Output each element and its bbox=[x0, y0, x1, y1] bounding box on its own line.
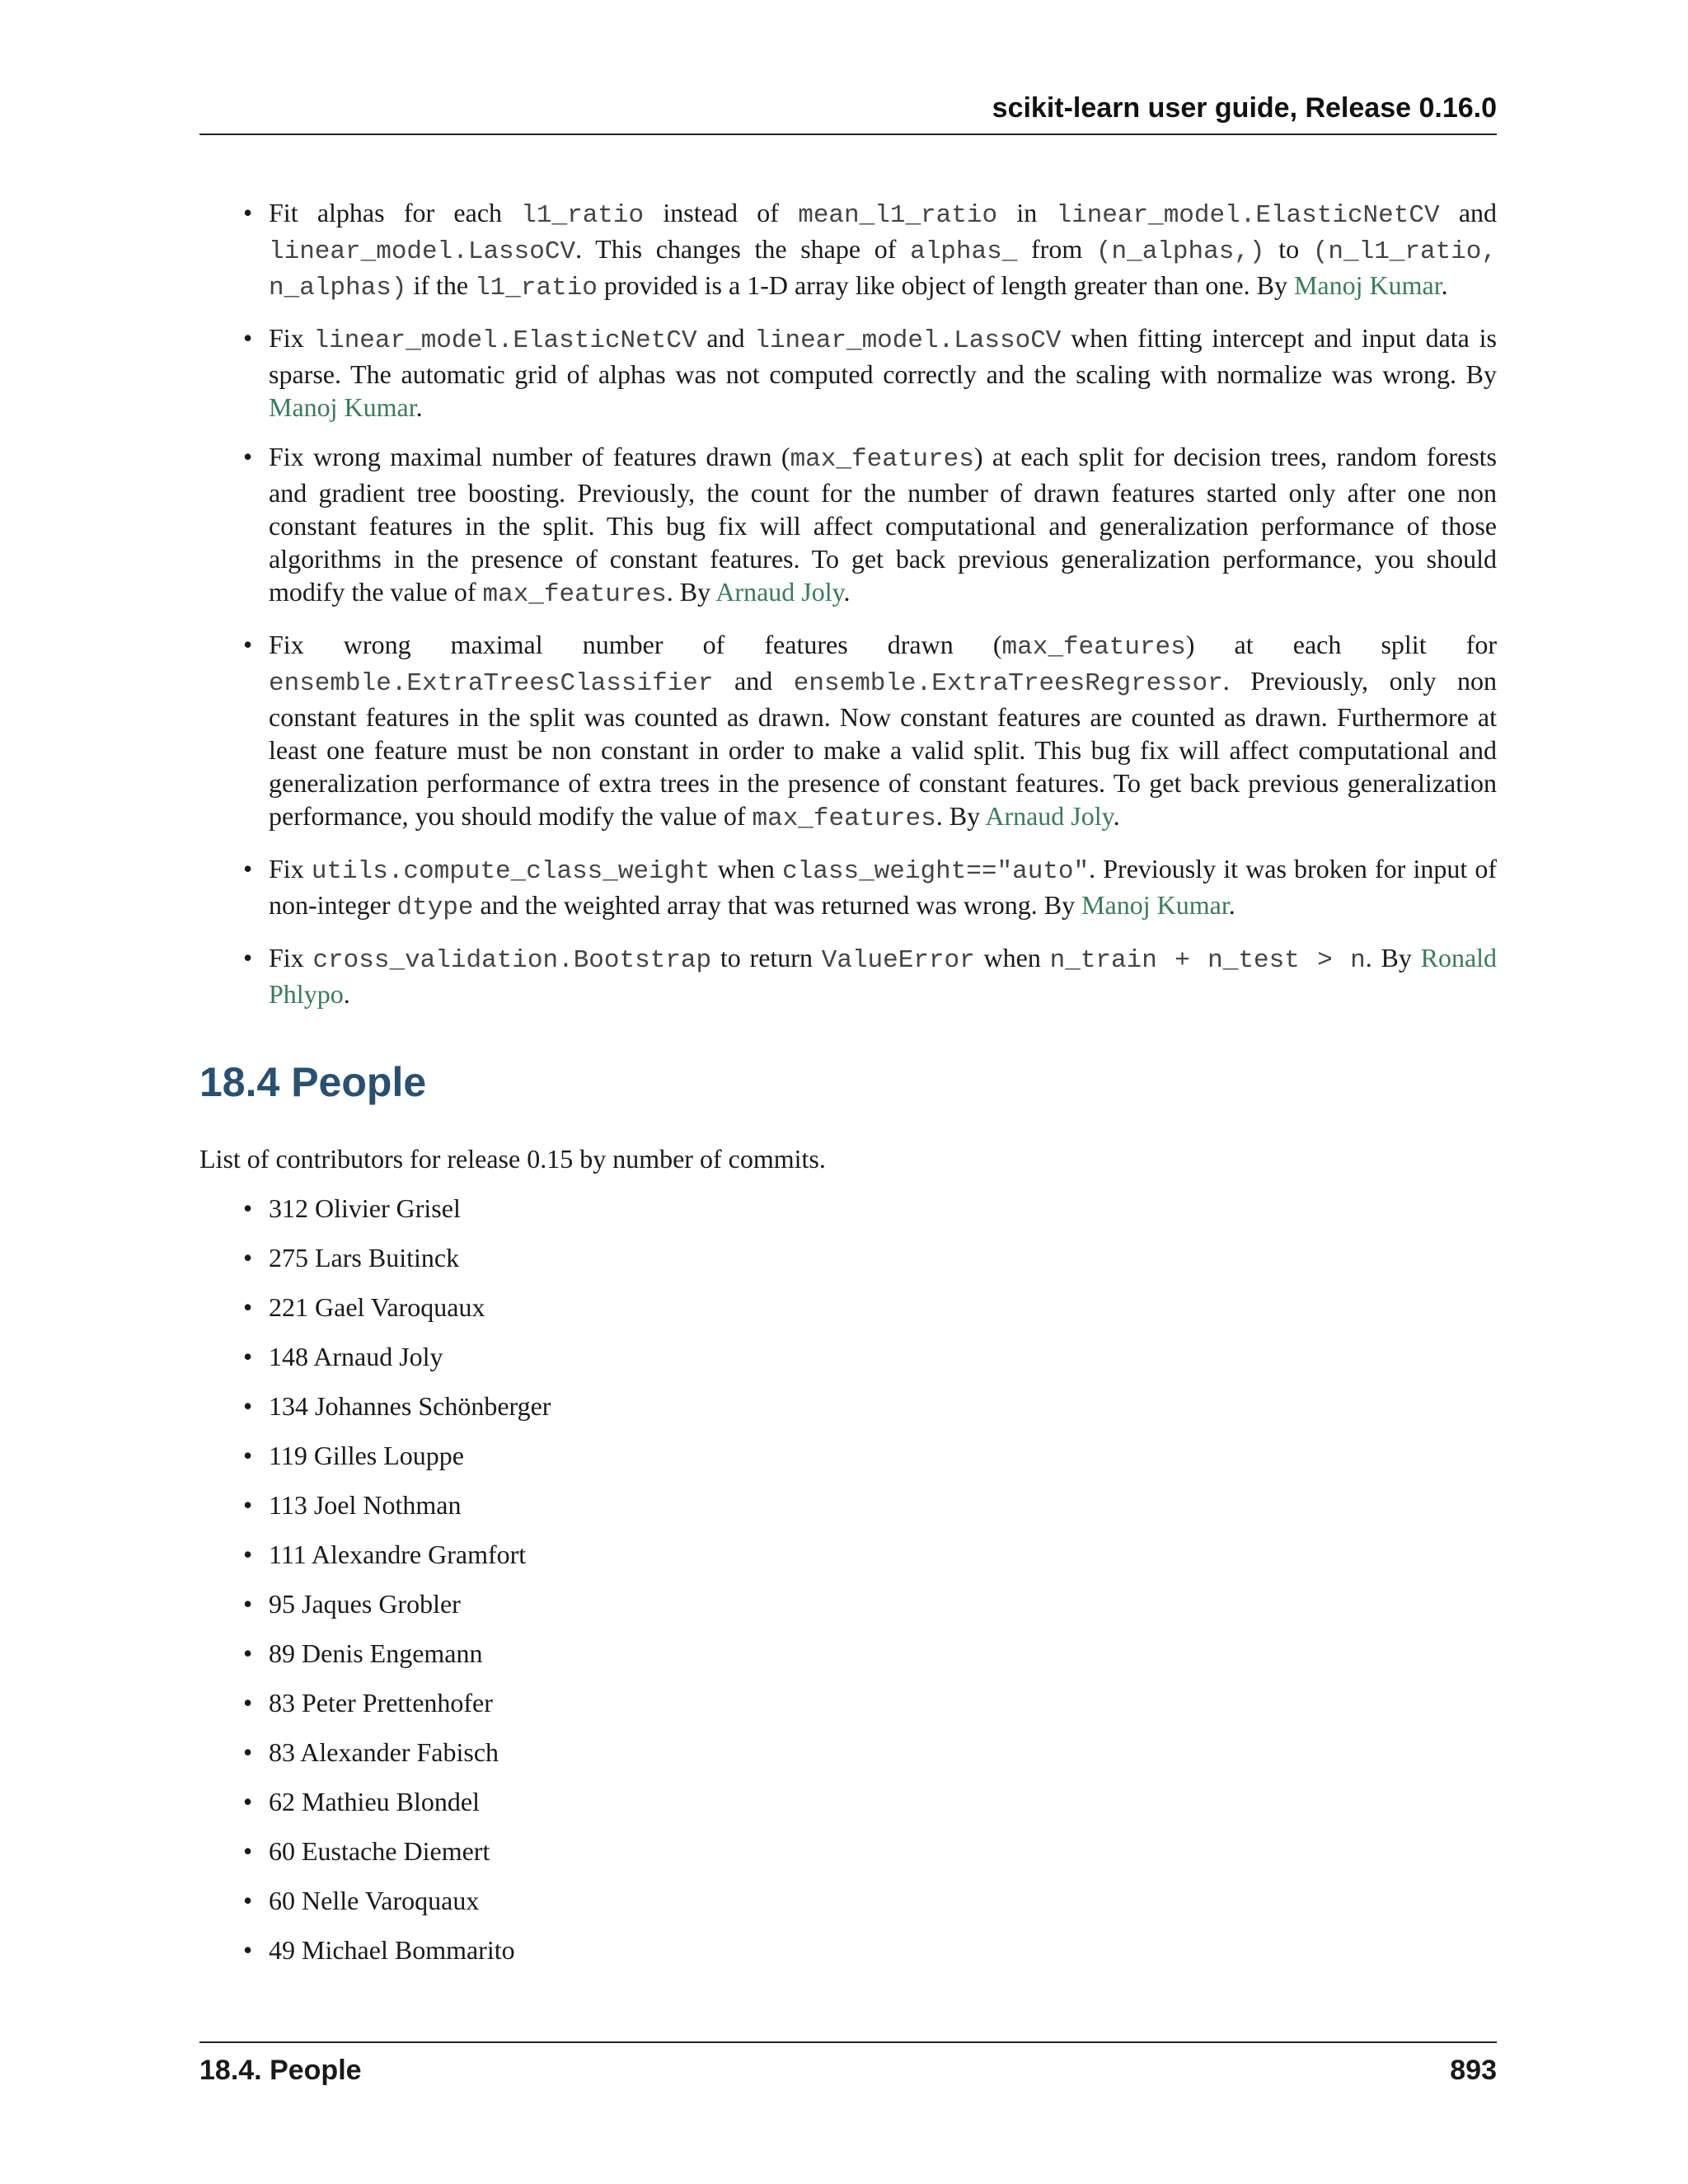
contributor-item: • 148 Arnaud Joly bbox=[199, 1340, 1497, 1373]
page-number: 893 bbox=[1450, 2055, 1497, 2086]
author-link[interactable]: Manoj Kumar bbox=[269, 392, 416, 422]
contributor-item: • 275 Lars Buitinck bbox=[199, 1241, 1497, 1274]
inline-code: linear_model.ElasticNetCV bbox=[1056, 201, 1440, 230]
bugfix-list bbox=[199, 196, 1497, 1010]
inline-code: class_weight=="auto" bbox=[782, 857, 1090, 886]
text-segment: Fix bbox=[269, 323, 314, 353]
text-segment: and the weighted array that was returned was wrong. By bbox=[473, 890, 1082, 920]
text-segment: . bbox=[1113, 801, 1120, 831]
section-heading: 18.4 People bbox=[199, 1059, 427, 1105]
inline-code: l1_ratio bbox=[521, 201, 645, 230]
text-segment: . By bbox=[666, 577, 716, 607]
inline-code: dtype bbox=[396, 893, 474, 922]
contributor-item: • 49 Michael Bommarito bbox=[199, 1933, 1497, 1966]
contributor-item: • 60 Eustache Diemert bbox=[199, 1835, 1497, 1868]
contributor-list bbox=[199, 1192, 1497, 1966]
inline-code: n_train + n_test > n bbox=[1049, 946, 1366, 975]
bugfix-item bbox=[199, 852, 1497, 925]
text-segment: Fix wrong maximal number of features drawn ( bbox=[269, 442, 790, 471]
text-segment: Fix wrong maximal number of features drawn ( bbox=[269, 630, 1002, 659]
bugfix-item bbox=[199, 440, 1497, 612]
author-link[interactable]: Manoj Kumar bbox=[1081, 890, 1229, 920]
page-content bbox=[199, 196, 1497, 1983]
contributors-intro: List of contributors for release 0.15 by number of commits. bbox=[199, 1144, 826, 1174]
running-footer bbox=[199, 2041, 1497, 2093]
text-segment: to bbox=[1264, 234, 1313, 264]
running-header bbox=[199, 92, 1497, 135]
inline-code: max_features bbox=[1001, 633, 1186, 662]
bugfix-item bbox=[199, 196, 1497, 305]
text-segment: Fix bbox=[269, 854, 312, 883]
bugfix-item bbox=[199, 321, 1497, 424]
inline-code: cross_validation.Bootstrap bbox=[312, 946, 712, 975]
contributor-item: • 89 Denis Engemann bbox=[199, 1637, 1497, 1670]
inline-code: max_features bbox=[752, 804, 936, 833]
text-segment: when bbox=[974, 943, 1050, 972]
text-segment: . This changes the shape of bbox=[575, 234, 911, 264]
bugfix-item bbox=[199, 628, 1497, 836]
inline-code: ValueError bbox=[821, 946, 975, 975]
text-segment: . bbox=[343, 979, 350, 1009]
inline-code: ensemble.ExtraTreesRegressor bbox=[793, 669, 1223, 698]
header-title: scikit-learn user guide, Release 0.16.0 bbox=[992, 92, 1497, 124]
contributor-item: • 95 Jaques Grobler bbox=[199, 1587, 1497, 1620]
contributor-item: • 111 Alexandre Gramfort bbox=[199, 1538, 1497, 1571]
contributor-item: • 83 Peter Prettenhofer bbox=[199, 1686, 1497, 1719]
text-segment: if the bbox=[406, 270, 476, 300]
contributor-item: • 119 Gilles Louppe bbox=[199, 1439, 1497, 1472]
author-link[interactable]: Arnaud Joly bbox=[715, 577, 844, 607]
author-link[interactable]: Arnaud Joly bbox=[985, 801, 1114, 831]
footer-section-label: 18.4. People bbox=[199, 2055, 362, 2086]
contributor-item: • 221 Gael Varoquaux bbox=[199, 1291, 1497, 1324]
text-segment: and bbox=[696, 323, 755, 353]
text-segment: provided is a 1-D array like object of length greater than one. By bbox=[597, 270, 1294, 300]
text-segment: . bbox=[415, 392, 423, 422]
text-segment: from bbox=[1017, 234, 1096, 264]
inline-code: mean_l1_ratio bbox=[798, 201, 998, 230]
text-segment: when bbox=[710, 854, 783, 883]
text-segment: . By bbox=[1365, 943, 1421, 972]
text-segment: . bbox=[843, 577, 851, 607]
contributor-item: • 83 Alexander Fabisch bbox=[199, 1736, 1497, 1769]
text-segment: ) at each split for bbox=[1185, 630, 1498, 659]
inline-code: linear_model.ElasticNetCV bbox=[313, 326, 697, 355]
inline-code: linear_model.LassoCV bbox=[754, 326, 1062, 355]
contributor-item: • 312 Olivier Grisel bbox=[199, 1192, 1497, 1225]
inline-code: (n_alphas,) bbox=[1095, 237, 1265, 266]
text-segment: . By bbox=[935, 801, 986, 831]
text-segment: Fit alphas for each bbox=[269, 198, 522, 227]
text-segment: ) at each split for decision trees, random forests and gradient tree boosting. Previously, the count for the number of drawn features started only after one non constant features in the split. This bug fix will affect computational and generalization performance of those algorithms in the presence of constant features. To get back previous generalization performance, you should modify the value of bbox=[269, 442, 1498, 607]
inline-code: utils.compute_class_weight bbox=[311, 857, 710, 886]
inline-code: (n_l1_ratio, n_alphas) bbox=[269, 237, 1498, 302]
inline-code: max_features bbox=[790, 445, 974, 474]
text-segment: . Previously it was broken for input of non-integer bbox=[269, 854, 1498, 920]
text-segment: . Previously, only non constant features in the split was counted as drawn. Now constant features are counted as drawn. Furthermore at least one feature must be non constant in order to make a valid split. This bug fix will affect computational and generalization performance of extra trees in the presence of constant features. To get back previous generalization performance, you should modify the value of bbox=[269, 666, 1498, 831]
contributor-item: • 60 Nelle Varoquaux bbox=[199, 1884, 1497, 1917]
author-link[interactable]: Ronald Phlypo bbox=[269, 943, 1498, 1009]
inline-code: l1_ratio bbox=[475, 274, 598, 302]
text-segment: when fitting intercept and input data is sparse. The automatic grid of alphas was not computed correctly and the scaling with normalize was wrong. By bbox=[269, 323, 1498, 389]
inline-code: linear_model.LassoCV bbox=[269, 237, 576, 266]
text-segment: and bbox=[1439, 198, 1498, 227]
text-segment: . bbox=[1441, 270, 1448, 300]
author-link[interactable]: Manoj Kumar bbox=[1293, 270, 1442, 300]
inline-code: max_features bbox=[482, 580, 667, 609]
text-segment: and bbox=[713, 666, 794, 696]
inline-code: ensemble.ExtraTreesClassifier bbox=[269, 669, 714, 698]
inline-code: alphas_ bbox=[910, 237, 1018, 266]
text-segment: . bbox=[1228, 890, 1236, 920]
contributor-item: • 134 Johannes Schönberger bbox=[199, 1390, 1497, 1422]
text-segment: instead of bbox=[644, 198, 799, 227]
contributor-item: • 62 Mathieu Blondel bbox=[199, 1785, 1497, 1818]
text-segment: in bbox=[997, 198, 1057, 227]
text-segment: Fix bbox=[269, 943, 313, 972]
text-segment: to return bbox=[711, 943, 822, 972]
contributor-item: • 113 Joel Nothman bbox=[199, 1488, 1497, 1521]
bugfix-item bbox=[199, 941, 1497, 1010]
